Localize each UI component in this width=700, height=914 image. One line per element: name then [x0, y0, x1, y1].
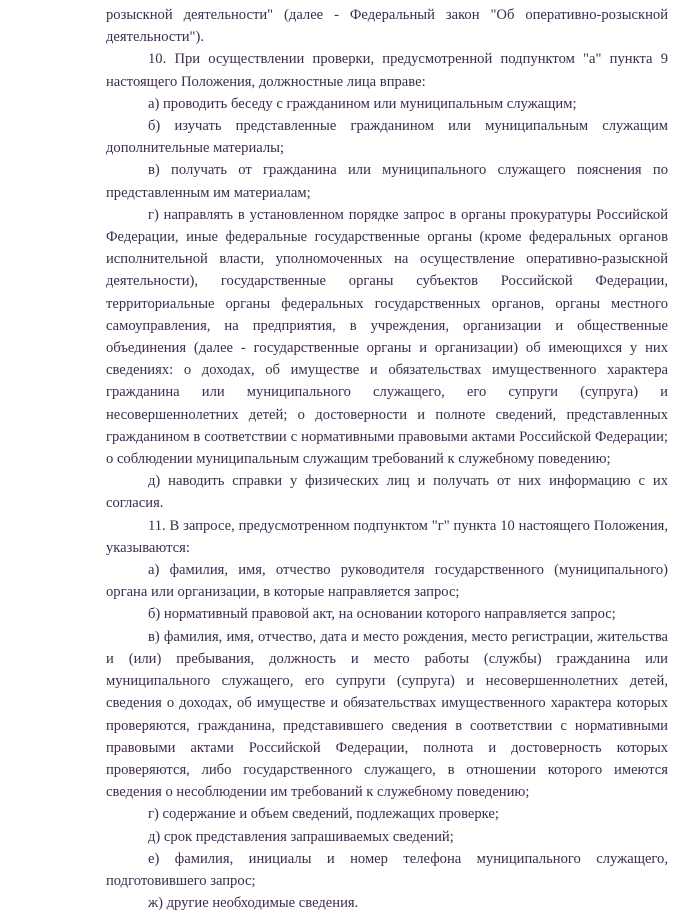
paragraph-10-a: а) проводить беседу с гражданином или муниципальным служащим; [148, 95, 577, 112]
paragraph-11-zh: ж) другие необходимые сведения. [148, 895, 359, 912]
paragraph-11-b: б) нормативный правовой акт, на основании которого направляется запрос; [148, 606, 616, 623]
paragraph-11-a: а) фамилия, имя, отчество руководителя государственного (муниципального) органа или организации, в которые направляется запрос; [106, 562, 668, 601]
paragraph-continuation: розыскной деятельности" (далее - Федеральный закон "Об оперативно-розыскной деятельности"). [106, 7, 668, 46]
paragraph-10-d: д) наводить справки у физических лиц и получать от них информацию с их согласия. [106, 473, 668, 512]
paragraph-10-b: б) изучать представленные гражданином или муниципальным служащим дополнительные материалы; [106, 118, 668, 157]
paragraph-11-v: в) фамилия, имя, отчество, дата и место рождения, место регистрации, жительства и (или) пребывания, должность и место работы (службы) гражданина или муниципального служащего, его супруги (супруга) и несовершеннолетних детей, сведения о доходах, об имуществе и обязательствах имущественного характера которых проверяются, гражданина, представившего сведения в соответствии с нормативными правовыми актами Российской Федерации, полнота и достоверность которых проверяются, либо государственного служащего, в отношении которого имеются сведения о несоблюдении им требований к служебному поведению; [106, 628, 668, 801]
paragraph-11-d: д) срок представления запрашиваемых сведений; [148, 828, 454, 845]
paragraph-item-10: 10. При осуществлении проверки, предусмотренной подпунктом "а" пункта 9 настоящего Положения, должностные лица вправе: [106, 51, 668, 90]
paragraph-11-g: г) содержание и объем сведений, подлежащих проверке; [148, 806, 499, 823]
document-body [106, 4, 668, 914]
paragraph-11-e: е) фамилия, инициалы и номер телефона муниципального служащего, подготовившего запрос; [106, 850, 668, 889]
paragraph-10-v: в) получать от гражданина или муниципального служащего пояснения по представленным им материалам; [106, 162, 668, 201]
paragraph-10-g: г) направлять в установленном порядке запрос в органы прокуратуры Российской Федерации, иные федеральные государственные органы (кроме федеральных органов исполнительной власти, уполномоченных на осуществление оперативно-разыскной деятельности), государственные органы субъектов Российской Федерации, территориальные органы федеральных государственных органов, органы местного самоуправления, на предприятия, в учреждения, организации и общественные объединения (далее - государственные органы и организации) об имеющихся у них сведениях: о доходах, об имуществе и обязательствах имущественного характера гражданина или муниципального служащего, его супруги (супруга) и несовершеннолетних детей; о достоверности и полноте сведений, представленных гражданином в соответствии с нормативными правовыми актами Российской Федерации; о соблюдении муниципальным служащим требований к служебному поведению; [106, 206, 668, 468]
paragraph-item-11: 11. В запросе, предусмотренном подпунктом "г" пункта 10 настоящего Положения, указываются: [106, 517, 668, 556]
